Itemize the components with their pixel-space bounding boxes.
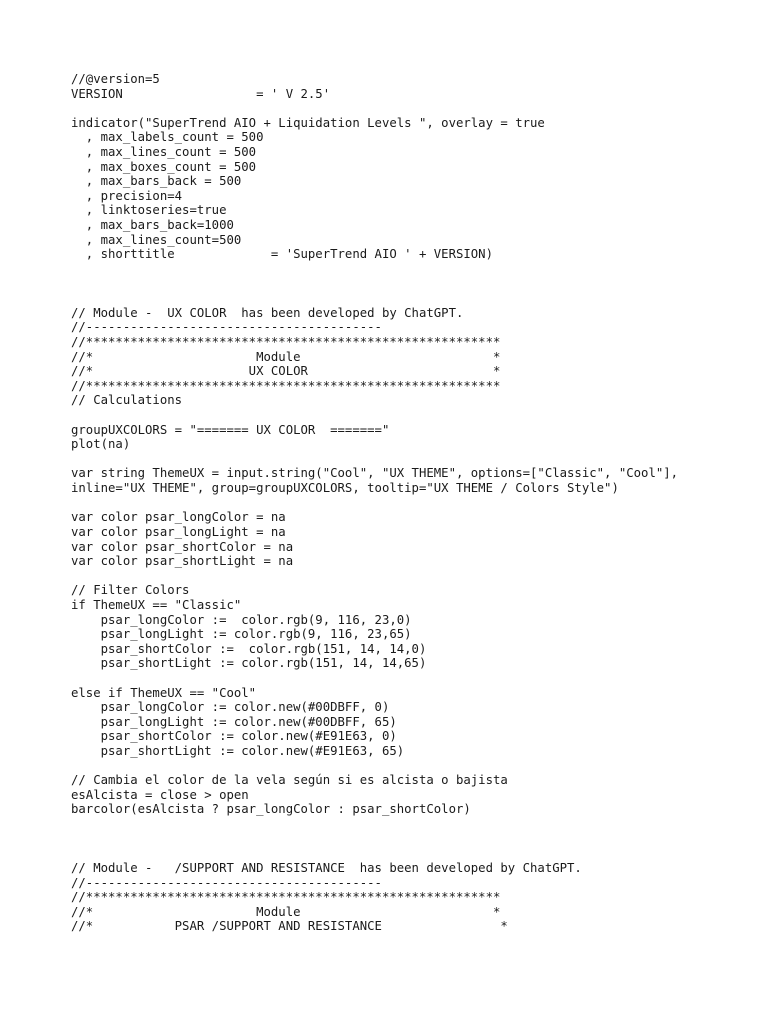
code-line: psar_longColor := color.rgb(9, 116, 23,0)	[71, 612, 412, 627]
code-line: , max_labels_count = 500	[71, 130, 264, 145]
code-line: //* PSAR /SUPPORT AND RESISTANCE *	[71, 919, 508, 934]
code-line: // Calculations	[71, 393, 183, 408]
code-line	[71, 832, 678, 847]
code-line: psar_shortLight := color.rgb(151, 14, 14,65)	[71, 656, 427, 671]
code-line: //----------------------------------------	[71, 320, 382, 335]
code-line: var string ThemeUX = input.string("Cool", "UX THEME", options=["Classic", "Cool"],	[71, 466, 679, 481]
code-line	[71, 846, 678, 861]
code-line: , precision=4	[71, 188, 183, 203]
code-line	[71, 817, 678, 832]
code-line: groupUXCOLORS = "======= UX COLOR ======="	[71, 422, 390, 437]
code-line: // Module - /SUPPORT AND RESISTANCE has been developed by ChatGPT.	[71, 860, 582, 875]
code-line: psar_shortLight := color.new(#E91E63, 65)	[71, 744, 405, 759]
code-line: indicator("SuperTrend AIO + Liquidation Levels ", overlay = true	[71, 115, 545, 130]
code-line: barcolor(esAlcista ? psar_longColor : psar_shortColor)	[71, 802, 471, 817]
code-line: inline="UX THEME", group=groupUXCOLORS, tooltip="UX THEME / Colors Style")	[71, 481, 619, 496]
code-line	[71, 452, 678, 467]
code-block	[71, 72, 678, 934]
code-line	[71, 496, 678, 511]
code-line: psar_longLight := color.new(#00DBFF, 65)	[71, 714, 397, 729]
code-line: //********************************************************	[71, 334, 501, 349]
code-line: //* Module *	[71, 349, 501, 364]
code-line	[71, 569, 678, 584]
code-line: if ThemeUX == "Classic"	[71, 597, 242, 612]
code-line: VERSION = ' V 2.5'	[71, 86, 331, 101]
code-line: //* UX COLOR *	[71, 364, 501, 379]
code-line	[71, 759, 678, 774]
code-line: // Cambia el color de la vela según si es alcista o bajista	[71, 773, 508, 788]
code-line: psar_shortColor := color.new(#E91E63, 0)	[71, 729, 397, 744]
code-line: //********************************************************	[71, 378, 501, 393]
code-line: , max_boxes_count = 500	[71, 159, 257, 174]
code-line: else if ThemeUX == "Cool"	[71, 685, 257, 700]
code-line	[71, 101, 678, 116]
code-line: var color psar_longLight = na	[71, 524, 286, 539]
code-line: plot(na)	[71, 437, 131, 452]
code-line: , shorttitle = 'SuperTrend AIO ' + VERSION)	[71, 247, 493, 262]
code-line	[71, 262, 678, 277]
code-line: //----------------------------------------	[71, 875, 382, 890]
code-line: , max_bars_back = 500	[71, 174, 242, 189]
code-line: // Filter Colors	[71, 583, 190, 598]
code-line: psar_shortColor := color.rgb(151, 14, 14,0)	[71, 641, 427, 656]
code-line: , max_lines_count=500	[71, 232, 242, 247]
code-line: //@version=5	[71, 72, 160, 86]
code-line: , max_lines_count = 500	[71, 145, 257, 160]
code-line: , max_bars_back=1000	[71, 218, 234, 233]
code-line: psar_longColor := color.new(#00DBFF, 0)	[71, 700, 390, 715]
code-line: //********************************************************	[71, 890, 501, 905]
code-line: var color psar_shortLight = na	[71, 554, 294, 569]
code-line: psar_longLight := color.rgb(9, 116, 23,65)	[71, 627, 412, 642]
code-line: //* Module *	[71, 904, 501, 919]
code-line: , linktoseries=true	[71, 203, 227, 218]
code-line	[71, 277, 678, 292]
code-line	[71, 408, 678, 423]
code-line	[71, 671, 678, 686]
code-line: esAlcista = close > open	[71, 787, 249, 802]
code-line: var color psar_shortColor = na	[71, 539, 294, 554]
code-line: // Module - UX COLOR has been developed by ChatGPT.	[71, 305, 464, 320]
code-line: var color psar_longColor = na	[71, 510, 286, 525]
code-line	[71, 291, 678, 306]
